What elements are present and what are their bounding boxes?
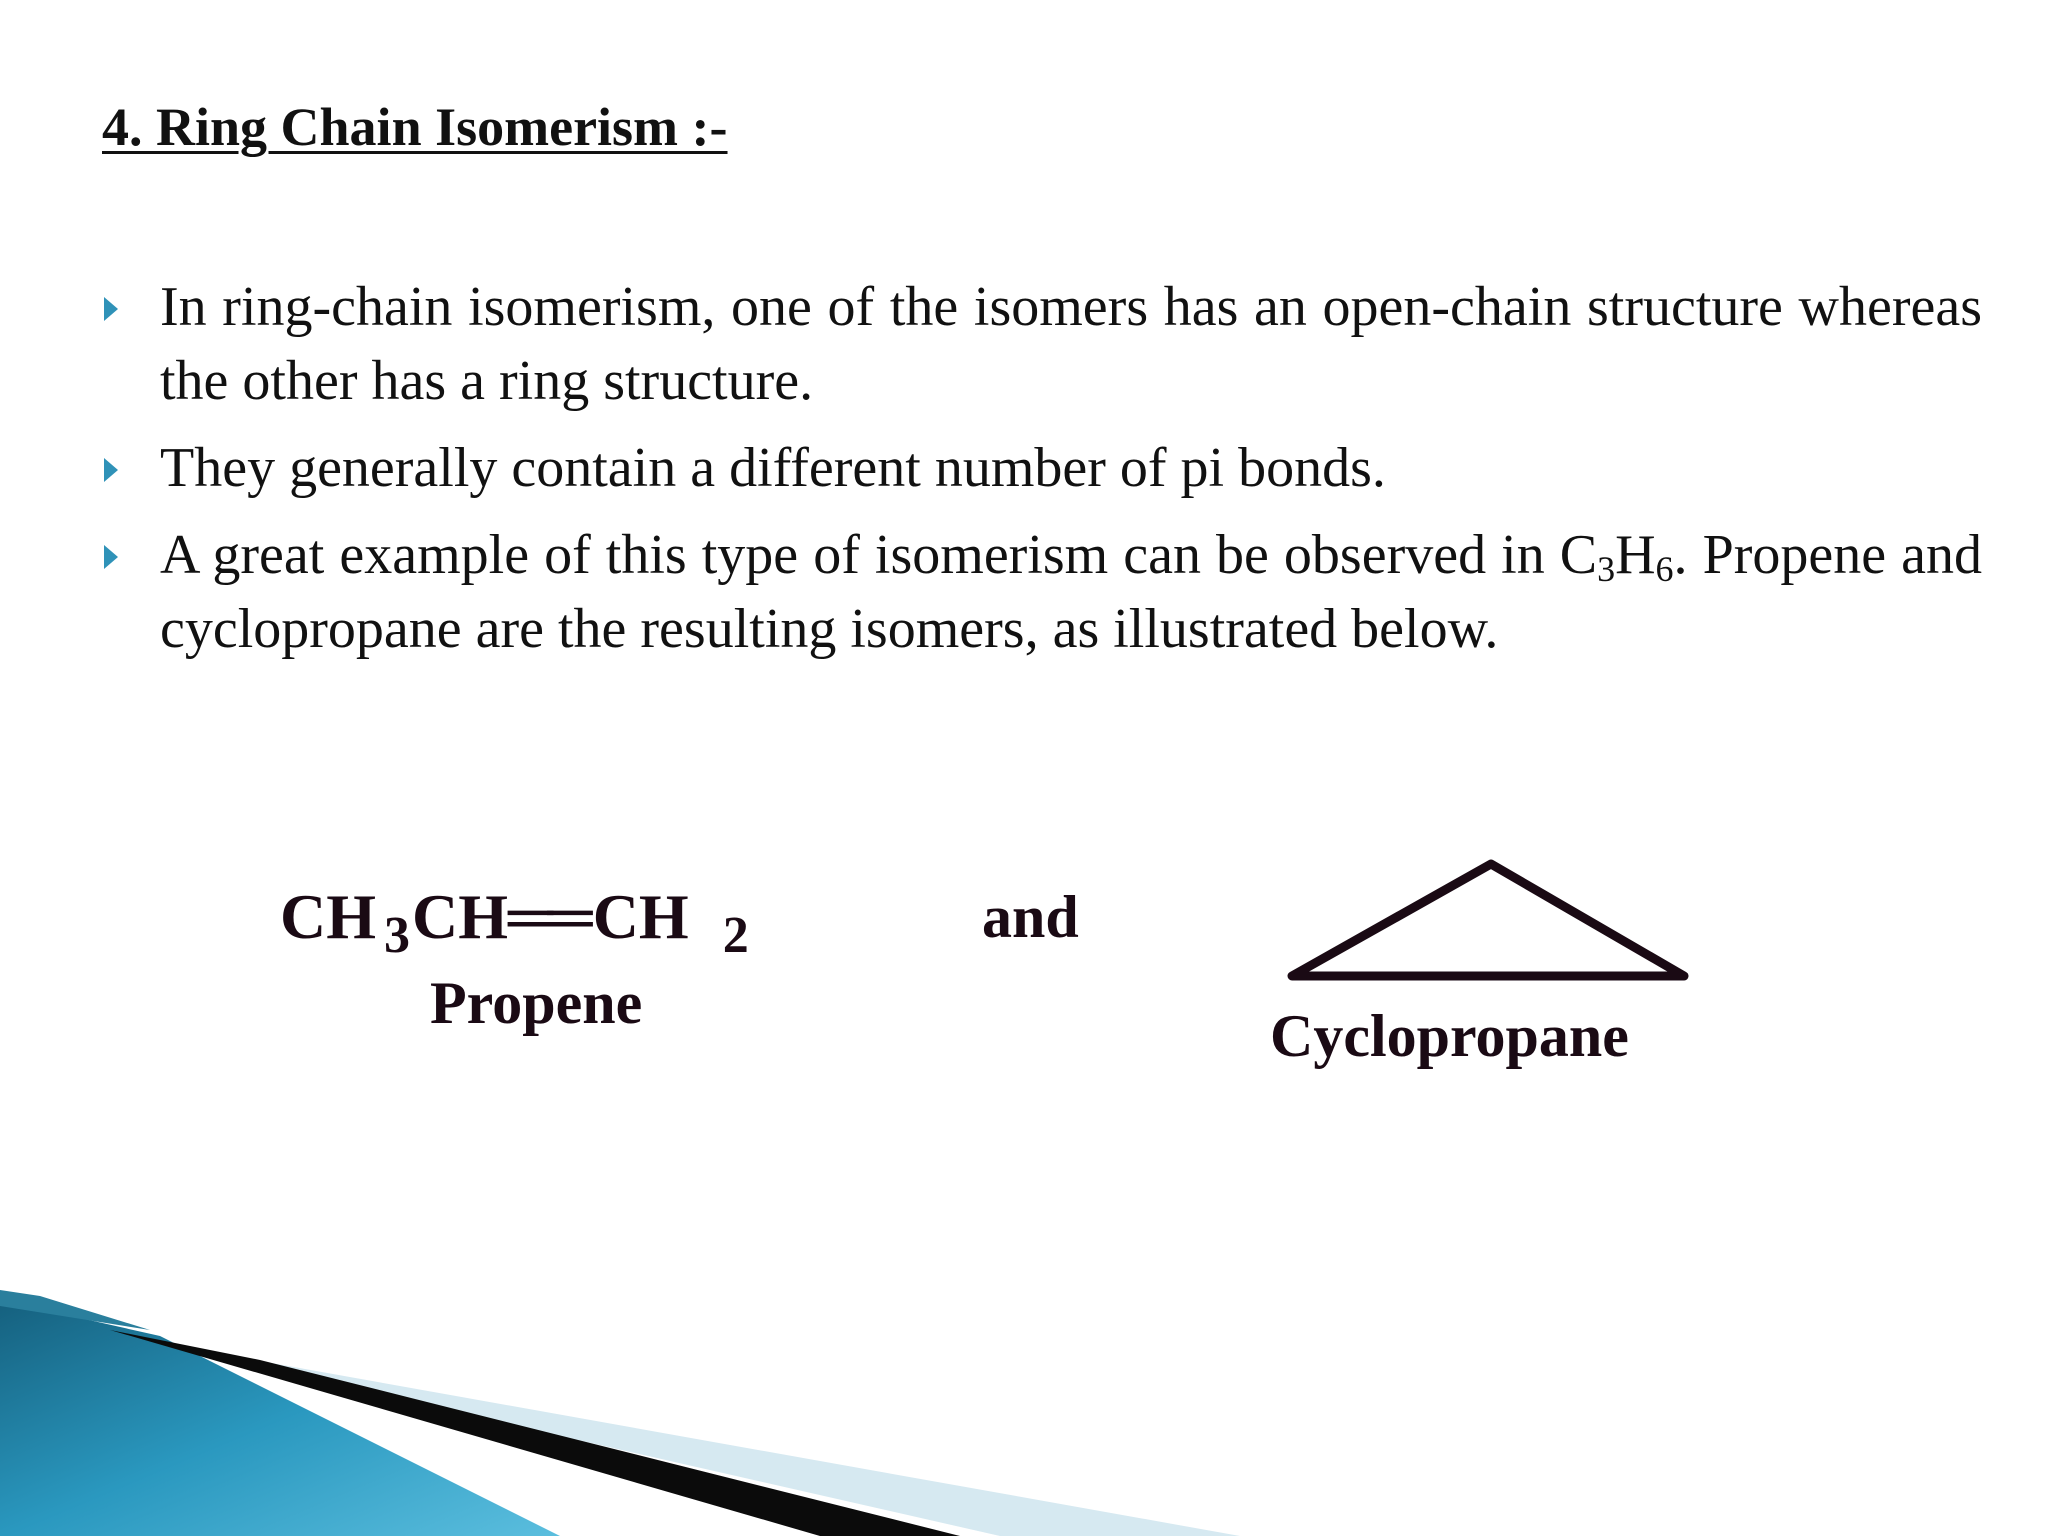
bullet-text-before: A great example of this type of isomerism can be observed in C [160,524,1598,586]
propene-formula [280,877,749,962]
bullet-text-mid: H [1615,524,1656,586]
formula-ch-end: CH [592,881,689,952]
bullet-item-example [102,518,1982,666]
triangle-right-icon [104,297,118,321]
double-bond: ══ [508,881,587,952]
bullet-item-pi-bonds [102,431,1982,505]
cyclopropane-triangle-icon [1280,852,1700,992]
formula-subscript-3: 3 [384,907,410,964]
bullet-text: In ring-chain isomerism, one of the isomers has an open-chain structure whereas the other has a ring structure. [160,276,1982,412]
bullet-list [102,270,1982,679]
subscript-3: 3 [1597,549,1616,589]
slide-title: 4. Ring Chain Isomerism :- [102,97,728,157]
formula-ch: CH [280,881,376,952]
subscript-6: 6 [1655,549,1674,589]
propene-label: Propene [430,970,643,1036]
formula-subscript-2: 2 [722,907,749,964]
triangle-right-icon [104,545,118,569]
and-label: and [982,884,1079,950]
triangle-right-icon [104,458,118,482]
cyclopropane-label: Cyclopropane [1270,1003,1629,1069]
bullet-text: They generally contain a different number of pi bonds. [160,437,1386,499]
bullet-text-after: . Propene and cyclopropane are the resulting isomers, as illustrated below. [160,524,1982,660]
formula-ch-mid: CH [412,881,508,952]
decorative-swoosh [0,1280,1250,1536]
bullet-item-ring-chain [102,270,1982,418]
